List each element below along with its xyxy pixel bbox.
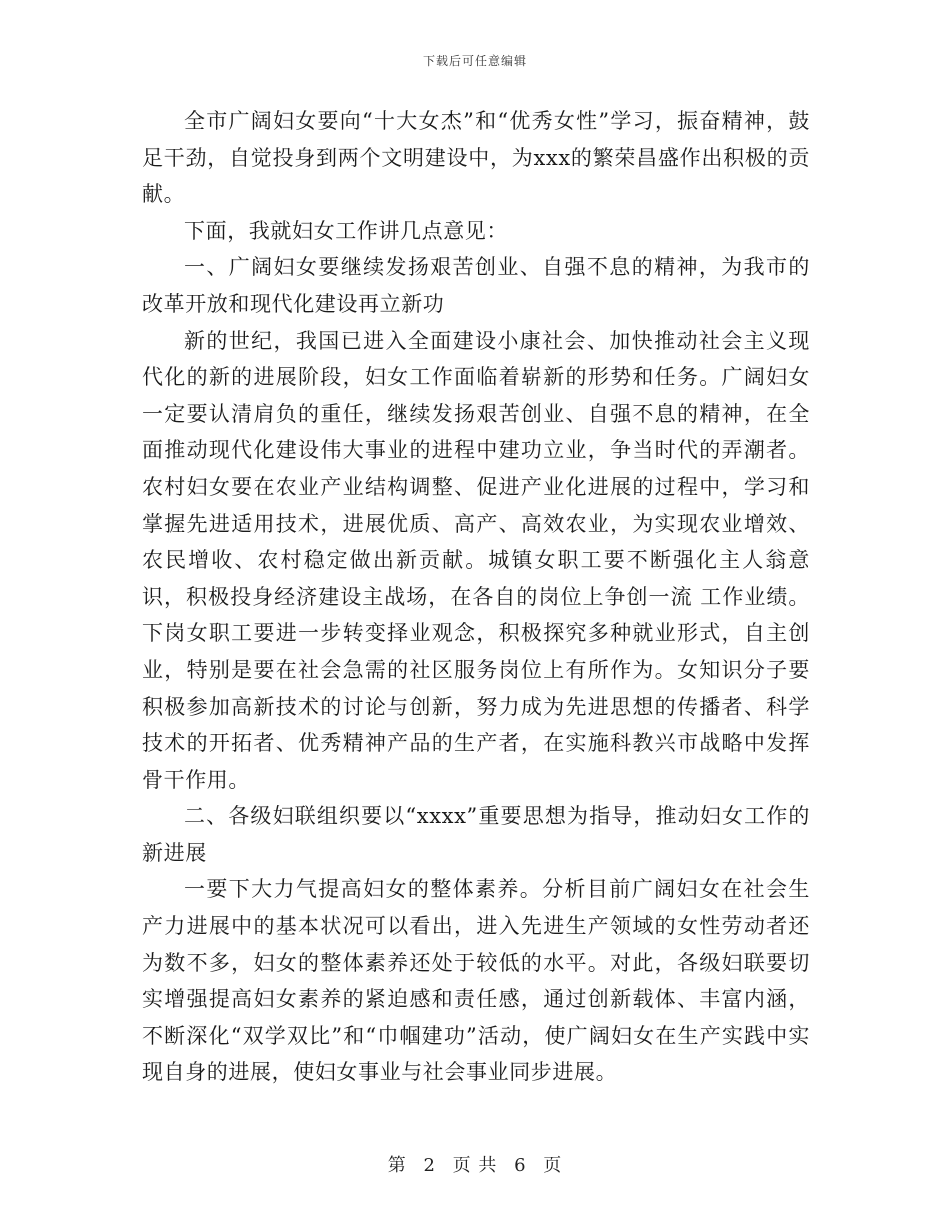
footer-prefix: 第 [387, 1155, 407, 1176]
section-heading: 一、广阔妇女要继续发扬艰苦创业、自强不息的精神，为我市的改革开放和现代化建设再立新功 [142, 255, 810, 316]
body-text [142, 103, 810, 1091]
paragraph: 新的世纪，我国已进入全面建设小康社会、加快推动社会主义现代化的新的进展阶段，妇女工作面临着崭新的形势和任务。广阔妇女一定要认清肩负的重任，继续发扬艰苦创业、自强不息的精神，在全面推动现代化建设伟大事业的进程中建功立业，争当时代的弄潮者。农村妇女要在农业产业结构调整、促进产业化进展的过程中，学习和掌握先进适用技术，进展优质、高产、高效农业，为实现农业增效、农民增收、农村稳定做出新贡献。城镇女职工要不断强化主人翁意识，积极投身经济建设主战场，在各自的岗位上争创一流 工作业绩。下岗女职工要进一步转变择业观念，积极探究多种就业形式，自主创业，特别是要在社会急需的社区服务岗位上有所作为。女知识分子要积极参加高新技术的讨论与创新，努力成为先进思想的传播者、科学技术的开拓者、优秀精神产品的生产者，在实施科教兴市战略中发挥骨干作用。 [142, 328, 810, 792]
footer-middle: 页 共 [452, 1155, 498, 1176]
section-heading: 二、各级妇联组织要以“xxxx”重要思想为指导，推动妇女工作的新进展 [142, 804, 810, 865]
total-page-number: 6 [514, 1155, 527, 1176]
paragraph: 全市广阔妇女要向“十大女杰”和“优秀女性”学习，振奋精神，鼓足干劲，自觉投身到两个文明建设中，为xxx的繁荣昌盛作出积极的贡献。 [142, 109, 810, 207]
paragraph: 一要下大力气提高妇女的整体素养。分析目前广阔妇女在社会生产力进展中的基本状况可以看出，进入先进生产领域的女性劳动者还为数不多，妇女的整体素养还处于较低的水平。对此，各级妇联要切实增强提高妇女素养的紧迫感和责任感，通过创新载体、丰富内涵，不断深化“双学双比”和“巾帼建功”活动，使广阔妇女在生产实践中实现自身的进展，使妇女事业与社会事业同步进展。 [142, 877, 810, 1085]
paragraph: 下面，我就妇女工作讲几点意见： [184, 218, 508, 243]
current-page-number: 2 [423, 1155, 436, 1176]
footer-suffix: 页 [543, 1155, 563, 1176]
header-note: 下载后可任意编辑 [422, 54, 527, 68]
page-footer [0, 1151, 950, 1177]
